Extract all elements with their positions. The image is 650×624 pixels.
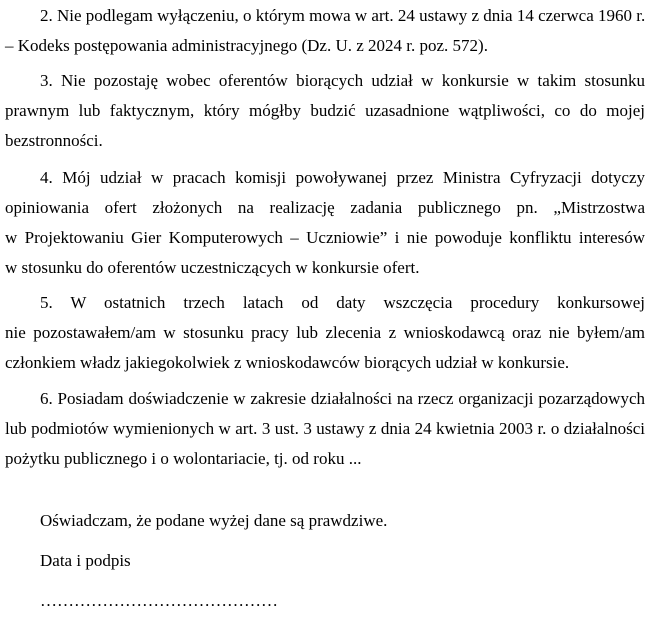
paragraph-3-line-1: 3. Nie pozostaję wobec oferentów biorących udział w konkursie w takim stosunku: [40, 71, 645, 90]
truthfulness-statement: Oświadczam, że podane wyżej dane są prawdziwe.: [40, 511, 388, 530]
paragraph-5-line-1: 5. W ostatnich trzech latach od daty wszczęcia procedury konkursowej: [40, 293, 645, 312]
paragraph-5-line-3: członkiem władz jakiegokolwiek z wnioskodawców biorących udział w konkursie.: [5, 353, 570, 372]
paragraph-4: [5, 163, 645, 283]
paragraph-4-line-1: 4. Mój udział w pracach komisji powoływanej przez Ministra Cyfryzacji dotyczy: [40, 168, 645, 187]
date-signature-label: Data i podpis: [40, 551, 131, 570]
paragraph-6-line-1: 6. Posiadam doświadczenie w zakresie działalności na rzecz organizacji pozarządowych: [40, 389, 645, 408]
paragraph-6: [5, 384, 645, 474]
signature-line: ……………………………………: [40, 591, 278, 610]
paragraph-4-line-3: w Projektowaniu Gier Komputerowych – Uczniowie” i nie powoduje konfliktu interesów: [5, 228, 645, 247]
paragraph-4-line-2: opiniowania ofert złożonych na realizację zadania publicznego pn. „Mistrzostwa: [5, 198, 645, 217]
paragraph-5-line-2: nie pozostawałem/am w stosunku pracy lub zlecenia z wnioskodawcą oraz nie byłem/am: [5, 323, 645, 342]
paragraph-2: [5, 1, 645, 61]
paragraph-5: [5, 288, 645, 378]
paragraph-6-line-2: lub podmiotów wymienionych w art. 3 ust. 3 ustawy z dnia 24 kwietnia 2003 r. o działalności: [5, 419, 645, 438]
paragraph-3: [5, 66, 645, 156]
paragraph-3-line-2: prawnym lub faktycznym, który mógłby budzić uzasadnione wątpliwości, co do mojej: [5, 101, 645, 120]
paragraph-2-line-2: – Kodeks postępowania administracyjnego (Dz. U. z 2024 r. poz. 572).: [5, 36, 488, 55]
paragraph-4-line-4: w stosunku do oferentów uczestniczących w konkursie ofert.: [5, 258, 420, 277]
paragraph-2-line-1: 2. Nie podlegam wyłączeniu, o którym mowa w art. 24 ustawy z dnia 14 czerwca 1960 r.: [40, 6, 646, 25]
paragraph-6-line-3: pożytku publicznego i o wolontariacie, tj. od roku ...: [5, 449, 362, 468]
paragraph-3-line-3: bezstronności.: [5, 131, 103, 150]
